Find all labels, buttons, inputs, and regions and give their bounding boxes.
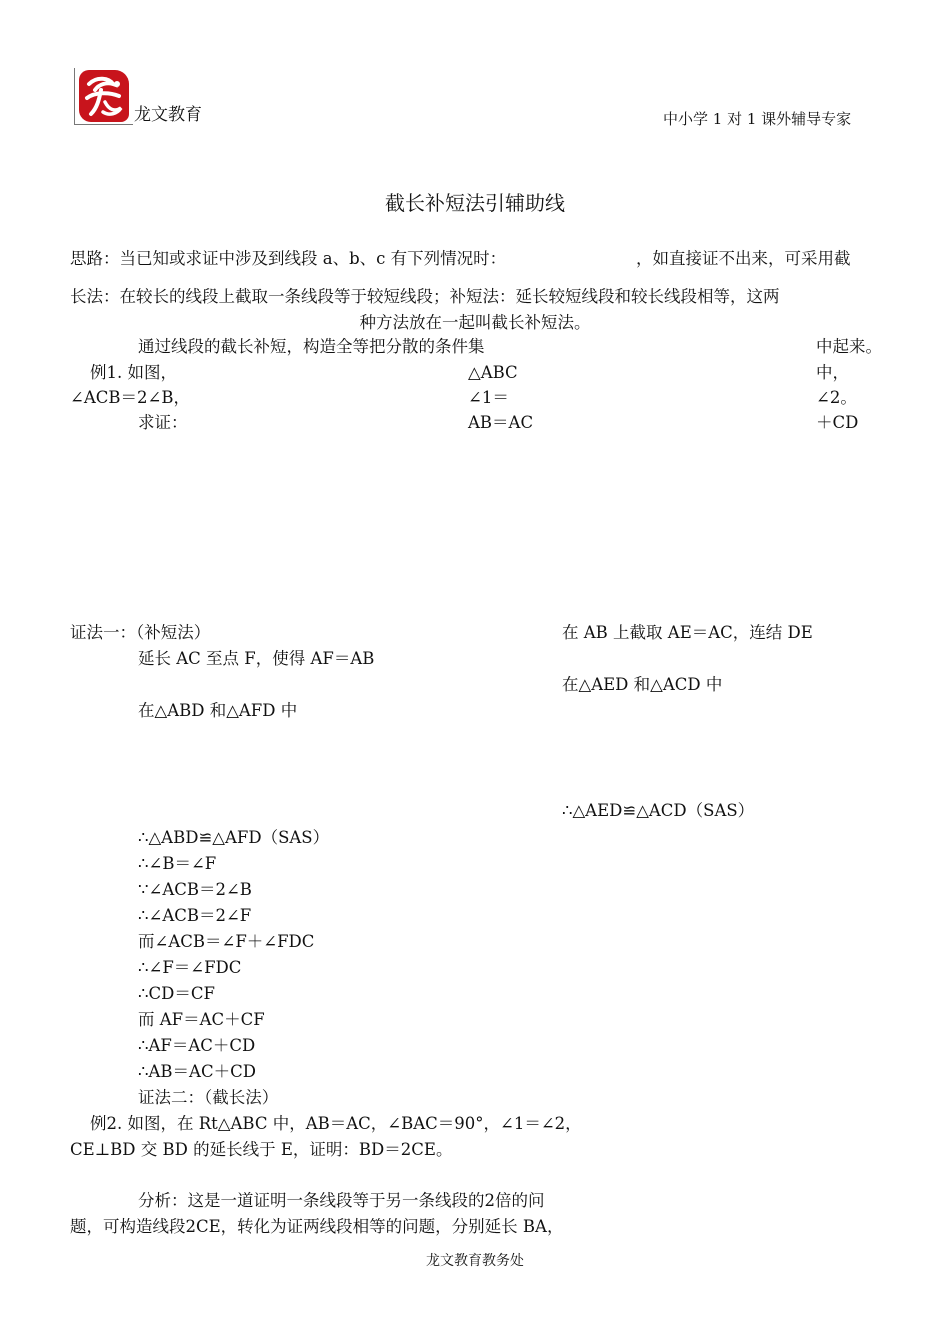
intro-line3: 种方法放在一起叫截长补短法。 [359,313,591,332]
proof1-line: 延长 AC 至点 F，使得 AF＝AB [138,649,375,668]
proof1-step: ∴∠F＝∠FDC [138,958,242,977]
intro-line1-a: 思路：当已知或求证中涉及到线段 a、b、c 有下列情况时： [70,249,507,268]
proof1-step: ∴CD＝CF [138,984,215,1003]
ex1-r2-c2: ∠1＝ [468,388,509,407]
proof1-step: ∴AF＝AC＋CD [138,1036,256,1055]
proof1-step: ∴△ABD≌△AFD（SAS） [138,828,330,847]
seal-logo-icon [79,70,129,122]
brand-name: 龙文教育 [134,105,202,125]
ex1-r2-c3: ∠2。 [816,388,857,407]
proof1-step: 而 AF＝AC＋CF [138,1010,265,1029]
proof1-line: 在△ABD 和△AFD 中 [138,701,298,720]
proof1-step: ∵∠ACB＝2∠B [138,880,252,899]
ex1-r3-c3: ＋CD [816,413,859,432]
ex1-r3-c2: AB＝AC [468,413,534,432]
proof2-right-line3: ∴△AED≌△ACD（SAS） [562,801,755,820]
proof2-heading: 证法二：（截长法） [138,1088,279,1107]
logo [74,68,133,125]
intro-line1-b: ，如直接证不出来，可采用截 [636,249,851,268]
ex1-r2-c1: ∠ACB＝2∠B， [70,388,190,407]
header-tagline: 中小学 1 对 1 课外辅导专家 [663,110,852,128]
proof1-heading: 证法一：（补短法） [70,623,211,642]
ex1-r3-c1: 求证： [138,413,188,432]
proof1-step: ∴∠B＝∠F [138,854,217,873]
intro-line2: 长法：在较长的线段上截取一条线段等于较短线段；补短法：延长较短线段和较长线段相等，这两 [70,287,780,306]
ex2-line2: CE⊥BD 交 BD 的延长线于 E，证明：BD＝2CE。 [70,1140,453,1159]
ex1-r1-c2: △ABC [468,363,518,382]
analysis-line1: 分析：这是一道证明一条线段等于另一条线段的2倍的问 [138,1191,545,1210]
proof2-right-line1: 在 AB 上截取 AE＝AC，连结 DE [562,623,813,642]
page-title: 截长补短法引辅助线 [385,191,565,215]
intro-line4-a: 通过线段的截长补短，构造全等把分散的条件集 [138,337,485,356]
ex2-line1: 例2. 如图，在 Rt△ABC 中，AB＝AC，∠BAC＝90°，∠1＝∠2， [90,1114,582,1133]
intro-line4-b: 中起来。 [816,337,882,356]
page-footer: 龙文教育教务处 [426,1253,524,1269]
ex1-r1-c1: 例1. 如图， [90,363,177,382]
proof2-right-line2: 在△AED 和△ACD 中 [562,675,723,694]
analysis-line2: 题，可构造线段2CE，转化为证两线段相等的问题，分别延长 BA， [70,1217,564,1236]
ex1-r1-c3: 中， [816,363,849,382]
proof1-step: 而∠ACB＝∠F＋∠FDC [138,932,315,951]
proof1-step: ∴AB＝AC＋CD [138,1062,256,1081]
proof1-step: ∴∠ACB＝2∠F [138,906,252,925]
